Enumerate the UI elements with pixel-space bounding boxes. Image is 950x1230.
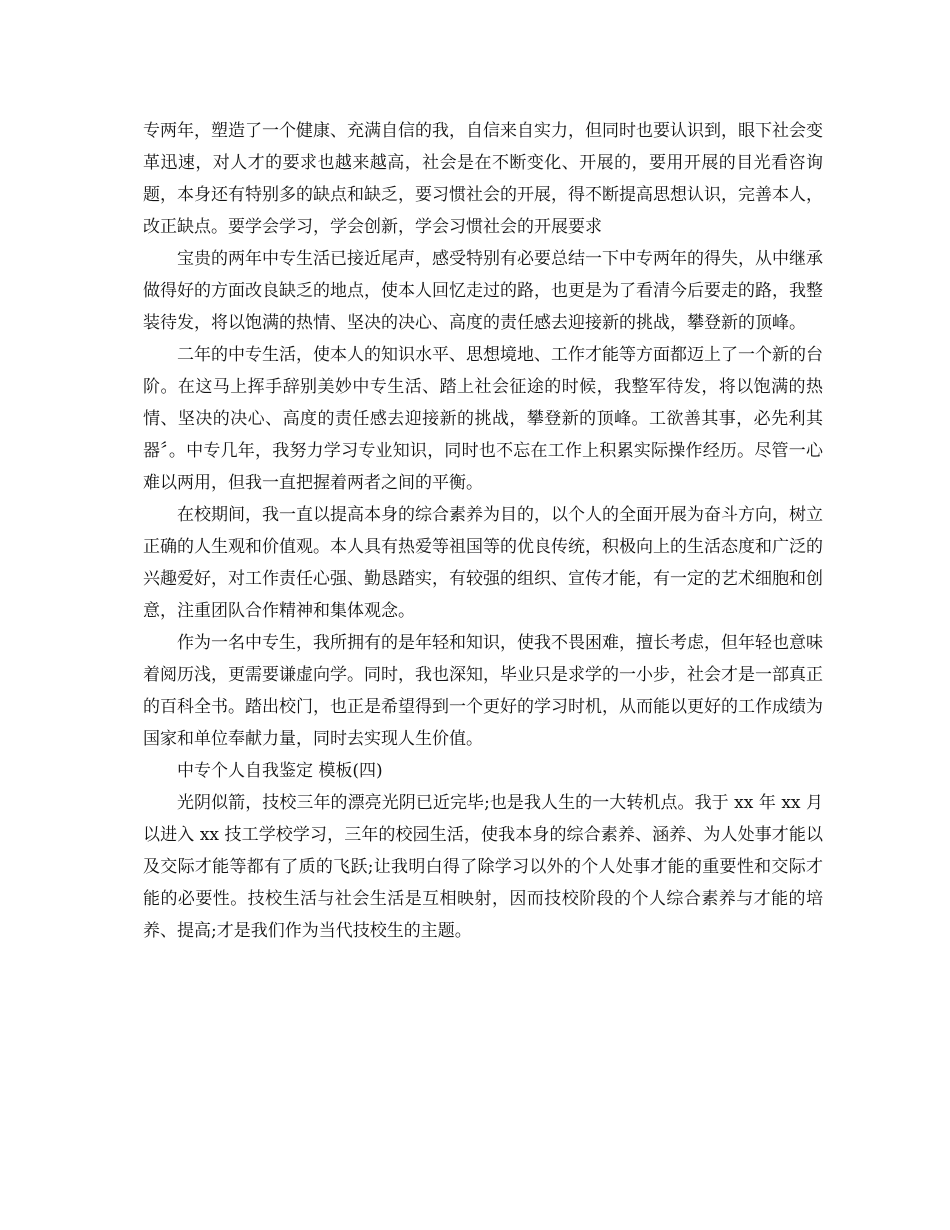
paragraph: 作为一名中专生，我所拥有的是年轻和知识，使我不畏困难，擅长考虑，但年轻也意味着阅历浅，更需要谦虚向学。同时，我也深知，毕业只是求学的一小步，社会才是一部真正的百科全书。踏出校门，也正是希望得到一个更好的学习时机，从而能以更好的工作成绩为国家和单位奉献力量，同时去实现人生价值。 — [143, 633, 823, 749]
paragraph: 光阴似箭，技校三年的漂亮光阴已近完毕;也是我人生的一大转机点。我于 xx 年 xx 月以进入 xx 技工学校学习，三年的校园生活，使我本身的综合素养、涵养、为人处事才能以及交际才能等都有了质的飞跃;让我明白得了除学习以外的个人处事才能的重要性和交际才能的必要性。技校生活与社会生活是互相映射，因而技校阶段的个人综合素养与才能的培养、提高;才是我们作为当代技校生的主题。 — [143, 793, 823, 941]
paragraph: 在校期间，我一直以提高本身的综合素养为目的，以个人的全面开展为奋斗方向，树立正确的人生观和价值观。本人具有热爱等祖国等的优良传统，积极向上的生活态度和广泛的兴趣爱好，对工作责任心强、勤恳踏实，有较强的组织、宣传才能，有一定的艺术细胞和创意，注重团队合作精神和集体观念。 — [143, 505, 823, 621]
section-heading: 中专个人自我鉴定 模板(四) — [177, 761, 383, 781]
paragraph-continuation: 专两年，塑造了一个健康、充满自信的我，自信来自实力，但同时也要认识到，眼下社会变革迅速，对人才的要求也越来越高，社会是在不断变化、开展的，要用开展的目光看咨询题，本身还有特别多的缺点和缺乏，要习惯社会的开展，得不断提高思想认识，完善本人，改正缺点。要学会学习，学会创新，学会习惯社会的开展要求 — [143, 121, 823, 237]
paragraph: 宝贵的两年中专生活已接近尾声，感受特别有必要总结一下中专两年的得失，从中继承做得好的方面改良缺乏的地点，使本人回忆走过的路，也更是为了看清今后要走的路，我整装待发，将以饱满的热情、坚决的决心、高度的责任感去迎接新的挑战，攀登新的顶峰。 — [143, 249, 823, 333]
document-body — [143, 115, 823, 947]
paragraph: 二年的中专生活，使本人的知识水平、思想境地、工作才能等方面都迈上了一个新的台阶。在这马上挥手辞别美妙中专生活、踏上社会征途的时候，我整军待发，将以饱满的热情、坚决的决心、高度的责任感去迎接新的挑战，攀登新的顶峰。工欲善其事，必先利其器〞。中专几年，我努力学习专业知识，同时也不忘在工作上积累实际操作经历。尽管一心难以两用，但我一直把握着两者之间的平衡。 — [143, 345, 823, 493]
